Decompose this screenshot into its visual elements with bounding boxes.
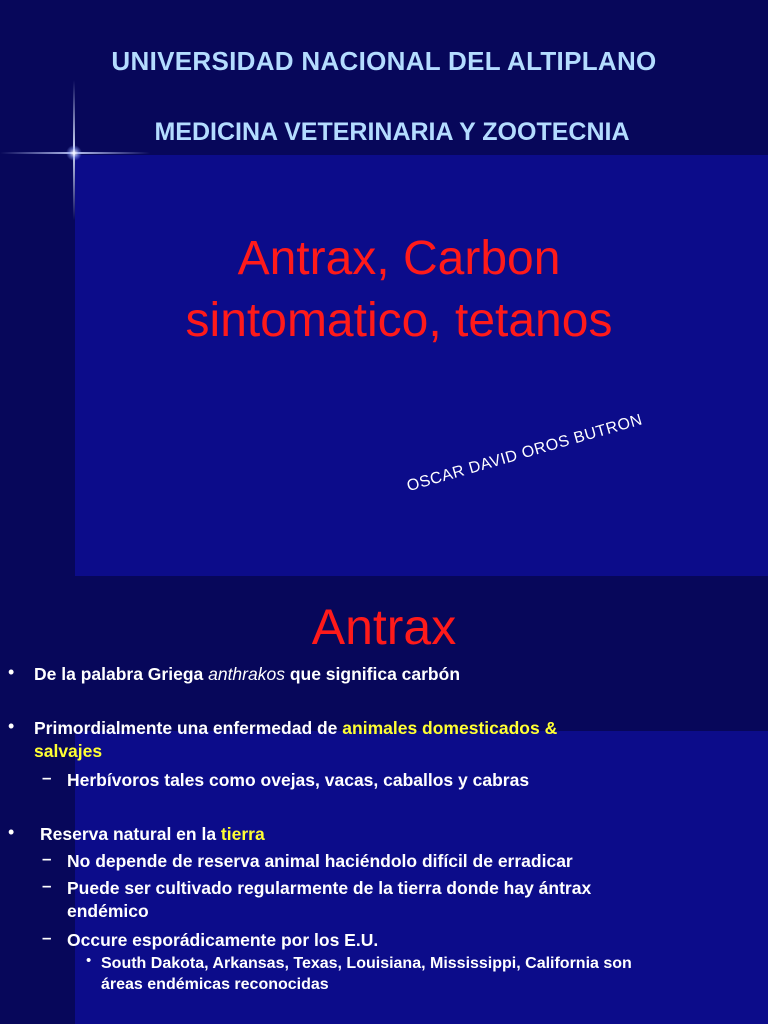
lens-flare-star-icon bbox=[66, 145, 82, 161]
bullet-item-reservoir bbox=[40, 823, 760, 845]
text-run: Primordialmente una enfermedad de bbox=[34, 718, 343, 738]
bullet-icon: • bbox=[8, 662, 15, 682]
text-run: De la palabra Griega bbox=[34, 664, 209, 684]
sub-item: No depende de reserva animal haciéndolo difícil de erradicar bbox=[67, 851, 573, 871]
title-line-1: Antrax, Carbon bbox=[237, 232, 561, 285]
bullet-icon: • bbox=[8, 822, 15, 842]
text-line: South Dakota, Arkansas, Texas, Louisiana, Mississippi, California son bbox=[101, 955, 632, 972]
slide-title: Antrax bbox=[311, 599, 457, 655]
sub-sub-item bbox=[101, 953, 761, 995]
title-line-2: sintomatico, tetanos bbox=[185, 294, 613, 347]
dash-icon: – bbox=[42, 768, 52, 787]
main-panel bbox=[75, 155, 768, 576]
university-name: UNIVERSIDAD NACIONAL DEL ALTIPLANO bbox=[111, 46, 657, 76]
text-run: que significa carbón bbox=[284, 664, 461, 684]
sub-item: Puede ser cultivado regularmente de la tierra donde hay ántrax bbox=[67, 878, 592, 898]
bullet-item-disease bbox=[34, 717, 754, 739]
left-band bbox=[0, 731, 75, 1024]
sub-item: Occure esporádicamente por los E.U. bbox=[67, 930, 379, 950]
presentation-title bbox=[75, 228, 723, 352]
sub-item-cont: endémico bbox=[67, 901, 149, 921]
sub-item: Herbívoros tales como ovejas, vacas, caballos y cabras bbox=[67, 770, 530, 790]
bullet-icon: • bbox=[8, 716, 15, 736]
bullet-icon: • bbox=[86, 952, 92, 969]
highlight-text: salvajes bbox=[34, 741, 103, 761]
author-name: OSCAR DAVID OROS BUTRON bbox=[405, 411, 645, 496]
text-run: Reserva natural en la bbox=[40, 824, 221, 844]
dash-icon: – bbox=[42, 849, 52, 868]
faculty-name: MEDICINA VETERINARIA Y ZOOTECNIA bbox=[154, 118, 630, 146]
left-band bbox=[0, 0, 75, 576]
highlight-text: tierra bbox=[220, 824, 265, 844]
highlight-text: animales domesticados & bbox=[342, 718, 558, 738]
antrax-slide bbox=[0, 576, 768, 1024]
italic-term: anthrakos bbox=[208, 664, 285, 684]
bullet-item-origin bbox=[34, 663, 754, 685]
text-line: áreas endémicas reconocidas bbox=[101, 976, 329, 993]
dash-icon: – bbox=[42, 928, 52, 947]
dash-icon: – bbox=[42, 876, 52, 895]
